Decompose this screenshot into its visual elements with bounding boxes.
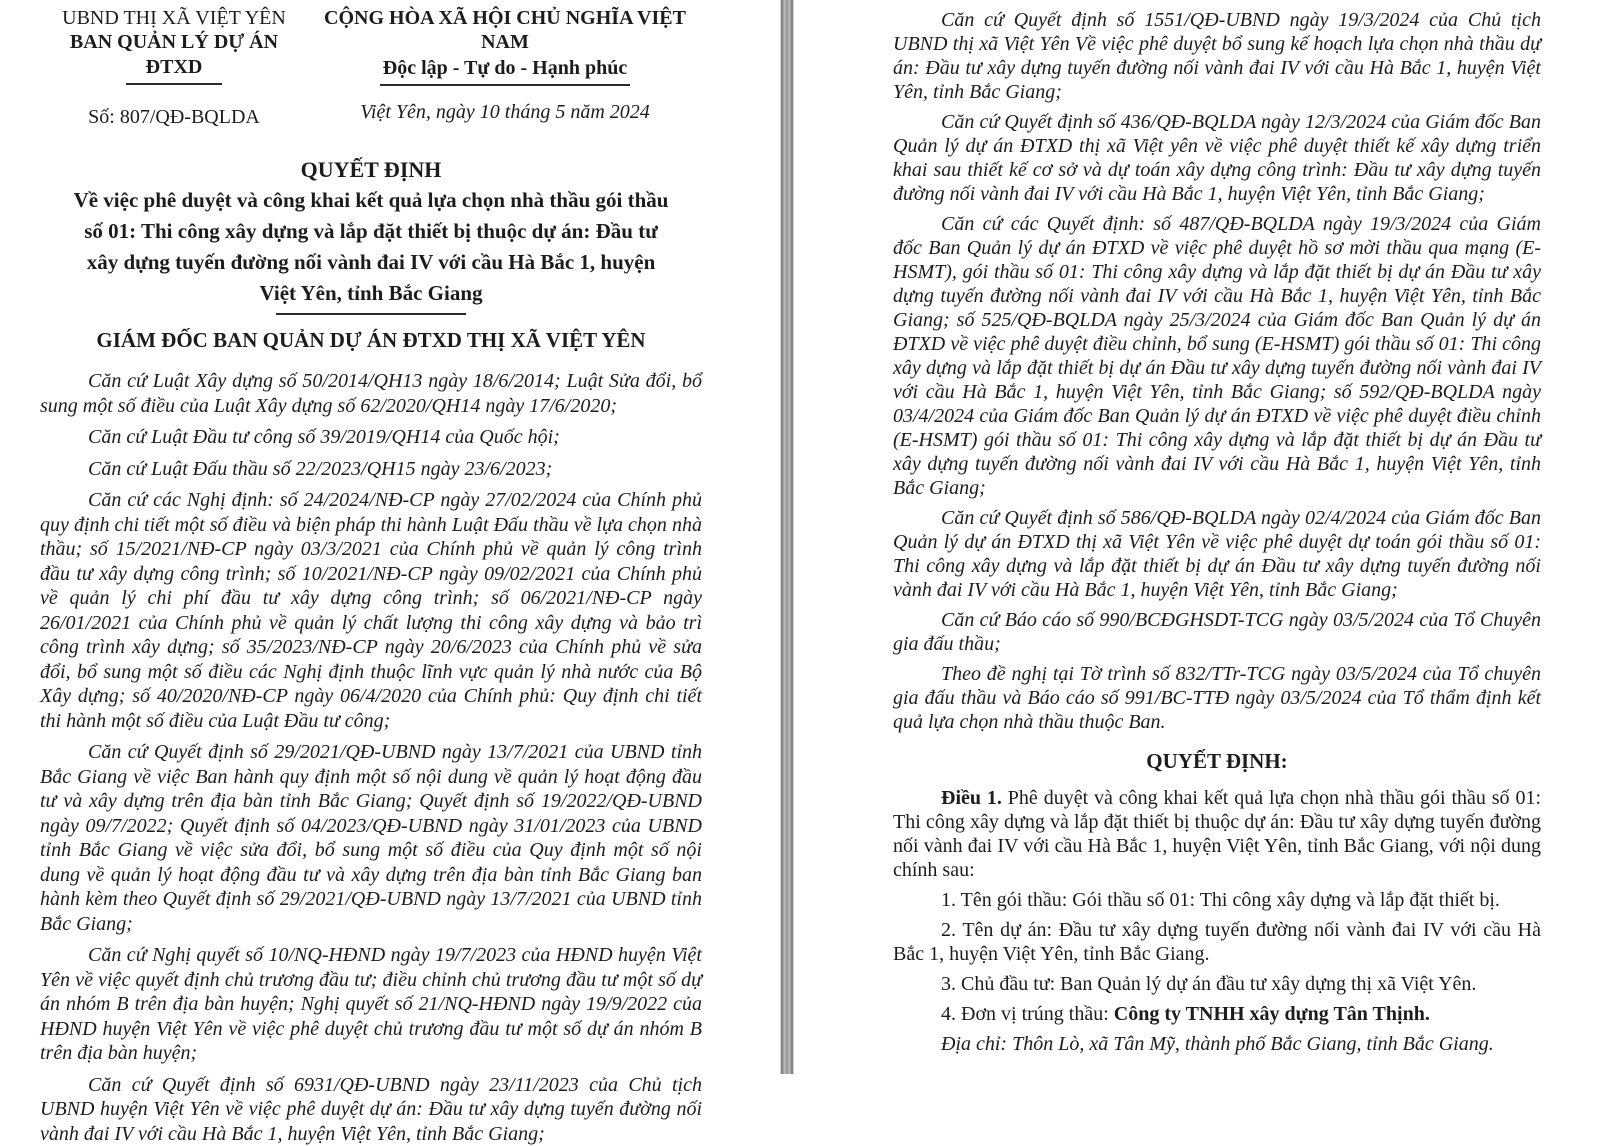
decision-item-4 [893,1002,1541,1026]
national-motto: Độc lập - Tự do - Hạnh phúc [380,56,630,86]
document-page-2 [794,0,1600,1074]
page1-header [40,6,702,129]
decision-title: QUYẾT ĐỊNH [40,155,702,185]
page-gap-divider [780,0,794,1074]
contractor-address: Địa chỉ: Thôn Lò, xã Tân Mỹ, thành phố Bắc Giang, tỉnh Bắc Giang. [893,1032,1541,1056]
decision-item-2: 2. Tên dự án: Đầu tư xây dựng tuyến đường nối vành đai IV với cầu Hà Bắc 1, huyện Việt Yên, tỉnh Bắc Giang. [893,918,1541,966]
national-header-block [308,6,702,129]
legal-basis-paragraph: Căn cứ Quyết định số 1551/QĐ-UBND ngày 19/3/2024 của Chủ tịch UBND thị xã Việt Yên Về việc phê duyệt bổ sung kế hoạch lựa chọn nhà thầu dự án: Đầu tư xây dựng tuyến đường nối vành đai IV với cầu Hà Bắc 1, huyện Việt Yên, tỉnh Bắc Giang; [893,8,1541,104]
national-header: CỘNG HÒA XÃ HỘI CHỦ NGHĨA VIỆT NAM [308,6,702,54]
decision-title-block [40,155,702,315]
legal-basis-paragraph: Căn cứ Quyết định số 6931/QĐ-UBND ngày 23/11/2023 của Chủ tịch UBND huyện Việt Yên về việc phê duyệt dự án: Đầu tư xây dựng tuyến đường nối vành đai IV với cầu Hà Bắc 1, huyện Việt Yên, tỉnh Bắc Giang; [40,1073,702,1146]
issuer-heading: GIÁM ĐỐC BAN QUẢN DỰ ÁN ĐTXD THỊ XÃ VIỆT YÊN [40,327,702,353]
decision-subtitle: Về việc phê duyệt và công khai kết quả lựa chọn nhà thầu gói thầu số 01: Thi công xây dựng và lắp đặt thiết bị thuộc dự án: Đầu tư xây dựng tuyến đường nối vành đai IV với cầu Hà Bắc 1, huyện Việt Yên, tỉnh Bắc Giang [69,185,673,309]
legal-basis-paragraph: Căn cứ Quyết định số 29/2021/QĐ-UBND ngày 13/7/2021 của UBND tỉnh Bắc Giang về việc Ban hành quy định một số nội dung về quản lý hoạt động đầu tư và xây dựng trên địa bàn tỉnh Bắc Giang; Quyết định số 19/2022/QĐ-UBND ngày 09/7/2022; Quyết định số 04/2023/QĐ-UBND ngày 31/01/2023 của UBND tỉnh Bắc Giang về việc sửa đổi, bổ sung một số điều của Quy định một số nội dung về quản lý hoạt động đầu tư và xây dựng trên địa bàn tỉnh Bắc Giang ban hành kèm theo Quyết định số 29/2021/QĐ-UBND ngày 13/7/2021 của UBND tỉnh Bắc Giang; [40,740,702,936]
document-page-1 [0,0,780,1074]
legal-basis-paragraph: Căn cứ Quyết định số 436/QĐ-BQLDA ngày 12/3/2024 của Giám đốc Ban Quản lý dự án ĐTXD thị xã Việt yên về việc phê duyệt thiết kế xây dựng triển khai sau thiết kế cơ sở và dự toán xây dựng công trình: Đầu tư xây dựng tuyến đường nối vành đai IV với cầu Hà Bắc 1, huyện Việt Yên, tỉnh Bắc Giang; [893,110,1541,206]
legal-basis-paragraph: Căn cứ các Nghị định: số 24/2024/NĐ-CP ngày 27/02/2024 của Chính phủ quy định chi tiết một số điều và biện pháp thi hành Luật Đấu thầu về lựa chọn nhà thầu; số 15/2021/NĐ-CP ngày 03/3/2021 của Chính phủ về quản lý công trình đầu tư xây dựng công trình; số 10/2021/NĐ-CP ngày 09/02/2021 của Chính phủ về quản lý chi phí đầu tư xây dựng công trình; số 06/2021/NĐ-CP ngày 26/01/2021 của Chính phủ về quản lý chất lượng thi công xây dựng và bảo trì công trình xây dựng; số 35/2023/NĐ-CP ngày 20/6/2023 của Chính phủ về sửa đổi, bổ sung một số điều các Nghị định thuộc lĩnh vực quản lý nhà nước của Bộ Xây dựng; số 40/2020/NĐ-CP ngày 06/4/2020 của Chính phủ: Quy định chi tiết thi hành một số điều của Luật Đầu tư công; [40,488,702,733]
page2-body [893,8,1541,1056]
org-name-line-2: BAN QUẢN LÝ DỰ ÁN ĐTXD [40,30,308,80]
decides-heading: QUYẾT ĐỊNH: [893,748,1541,774]
org-underline [126,83,222,85]
legal-basis-paragraph: Căn cứ các Quyết định: số 487/QĐ-BQLDA ngày 19/3/2024 của Giám đốc Ban Quản lý dự án ĐTXD về việc phê duyệt hồ sơ mời thầu qua mạng (E-HSMT), gói thầu số 01: Thi công xây dựng và lắp đặt thiết bị dự án Đầu tư xây dựng tuyến đường nối vành đai IV với cầu Hà Bắc 1, huyện Việt Yên, tỉnh Bắc Giang; số 525/QĐ-BQLDA ngày 25/3/2024 của Giám đốc Ban Quản lý dự án ĐTXD về việc phê duyệt điều chỉnh, bổ sung (E-HSMT) gói thầu số 01: Thi công xây dựng và lắp đặt thiết bị dự án Đầu tư xây dựng tuyến đường nối vành đai IV với cầu Hà Bắc 1, huyện Việt Yên, tỉnh Bắc Giang; số 592/QĐ-BQLDA ngày 03/4/2024 của Giám đốc Ban Quản lý dự án ĐTXD về việc phê duyệt điều chỉnh (E-HSMT) gói thầu số 01: Thi công xây dựng và lắp đặt thiết bị dự án Đầu tư xây dựng tuyến đường nối vành đai IV với cầu Hà Bắc 1, huyện Việt Yên, tỉnh Bắc Giang; [893,212,1541,500]
article-1-label: Điều 1. [941,787,1002,809]
legal-basis-paragraph: Căn cứ Luật Đầu tư công số 39/2019/QH14 của Quốc hội; [40,425,702,450]
title-underline [276,313,466,315]
article-1-paragraph [893,786,1541,882]
place-date-line: Việt Yên, ngày 10 tháng 5 năm 2024 [308,101,702,124]
legal-basis-paragraph: Căn cứ Nghị quyết số 10/NQ-HĐND ngày 19/7/2023 của HĐND huyện Việt Yên về việc quyết định chủ trương đầu tư; điều chỉnh chủ trương đầu tư một số dự án nhóm B trên địa bàn huyện; Nghị quyết số 21/NQ-HĐND ngày 19/9/2022 của HĐND huyện Việt Yên về việc phê duyệt chủ trương đầu tư một số dự án nhóm B trên địa bàn huyện; [40,943,702,1066]
decision-item-1: 1. Tên gói thầu: Gói thầu số 01: Thi công xây dựng và lắp đặt thiết bị. [893,888,1541,912]
winning-contractor-name: Công ty TNHH xây dựng Tân Thịnh. [1114,1003,1430,1025]
legal-basis-paragraph: Theo đề nghị tại Tờ trình số 832/TTr-TCG ngày 03/5/2024 của Tổ chuyên gia đấu thầu và Báo cáo số 991/BC-TTĐ ngày 03/5/2024 của Tổ thẩm định kết quả lựa chọn nhà thầu thuộc Ban. [893,662,1541,734]
legal-basis-paragraph: Căn cứ Luật Đấu thầu số 22/2023/QH15 ngày 23/6/2023; [40,457,702,482]
article-1-text: Phê duyệt và công khai kết quả lựa chọn nhà thầu gói thầu số 01: Thi công xây dựng và lắp đặt thiết bị thuộc dự án: Đầu tư xây dựng tuyến đường nối vành đai IV với cầu Hà Bắc 1, huyện Việt Yên, tỉnh Bắc Giang, với nội dung chính sau: [893,787,1541,881]
issuing-org-block [40,6,308,129]
decision-item-3: 3. Chủ đầu tư: Ban Quản lý dự án đầu tư xây dựng thị xã Việt Yên. [893,972,1541,996]
page1-body [40,369,702,1146]
legal-basis-paragraph: Căn cứ Báo cáo số 990/BCĐGHSDT-TCG ngày 03/5/2024 của Tổ Chuyên gia đấu thầu; [893,608,1541,656]
document-number: Số: 807/QĐ-BQLDA [40,105,308,129]
legal-basis-paragraph: Căn cứ Quyết định số 586/QĐ-BQLDA ngày 02/4/2024 của Giám đốc Ban Quản lý dự án ĐTXD thị xã Việt Yên về việc phê duyệt dự toán gói thầu số 01: Thi công xây dựng và lắp đặt thiết bị dự án Đầu tư xây dựng tuyến đường nối vành đai IV với cầu Hà Bắc 1, huyện Việt Yên, tỉnh Bắc Giang; [893,506,1541,602]
winning-bidder-label: 4. Đơn vị trúng thầu: [941,1003,1114,1025]
org-name-line-1: UBND THỊ XÃ VIỆT YÊN [40,6,308,30]
legal-basis-paragraph: Căn cứ Luật Xây dựng số 50/2014/QH13 ngày 18/6/2014; Luật Sửa đổi, bổ sung một số điều của Luật Xây dựng số 62/2020/QH14 ngày 17/6/2020; [40,369,702,418]
